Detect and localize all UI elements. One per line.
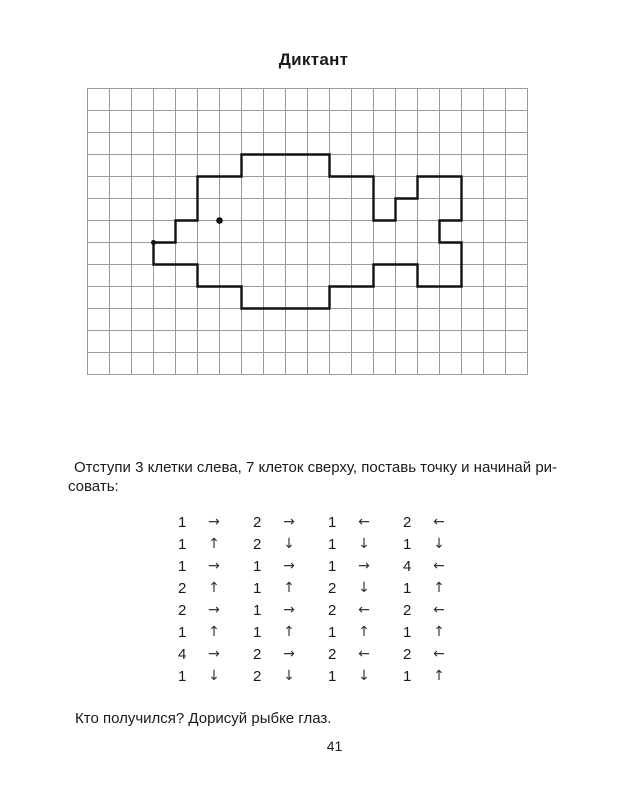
command-row	[403, 533, 449, 555]
step-count: 4	[178, 645, 187, 663]
arrow-up-icon: ↑	[208, 580, 220, 596]
step-count: 2	[178, 601, 187, 619]
question-text: Кто получился? Дорисуй рыбке глаз.	[75, 710, 332, 727]
step-count: 2	[328, 579, 337, 597]
arrow-left-icon: ←	[433, 602, 445, 618]
step-count: 2	[403, 601, 412, 619]
step-count: 1	[328, 667, 337, 685]
command-row	[178, 665, 224, 687]
arrow-left-icon: ←	[433, 514, 445, 530]
command-row	[328, 555, 374, 577]
command-column-4	[403, 511, 449, 687]
command-row	[178, 599, 224, 621]
command-row	[328, 533, 374, 555]
step-count: 1	[328, 623, 337, 641]
step-count: 2	[328, 601, 337, 619]
command-row	[253, 599, 299, 621]
step-count: 1	[403, 535, 412, 553]
step-count: 1	[328, 535, 337, 553]
command-row	[328, 621, 374, 643]
arrow-up-icon: ↑	[208, 536, 220, 552]
command-row	[178, 511, 224, 533]
command-row	[403, 643, 449, 665]
step-count: 1	[403, 623, 412, 641]
step-count: 1	[253, 623, 262, 641]
command-row	[403, 577, 449, 599]
instruction-line-1: Отступи 3 клетки слева, 7 клеток сверху, поставь точку и начинай ри-	[74, 459, 558, 476]
step-count: 2	[253, 513, 262, 531]
step-count: 2	[328, 645, 337, 663]
arrow-up-icon: ↑	[433, 668, 445, 684]
arrow-right-icon: →	[358, 558, 370, 574]
start-point-dot	[151, 240, 156, 245]
step-count: 4	[403, 557, 412, 575]
arrow-left-icon: ←	[358, 514, 370, 530]
arrow-left-icon: ←	[433, 558, 445, 574]
arrow-up-icon: ↑	[208, 624, 220, 640]
step-count: 2	[403, 645, 412, 663]
command-row	[178, 577, 224, 599]
command-row	[253, 621, 299, 643]
arrow-left-icon: ←	[358, 602, 370, 618]
arrow-down-icon: ↓	[358, 536, 370, 552]
command-row	[403, 511, 449, 533]
arrow-right-icon: →	[208, 558, 220, 574]
drawing-grid[interactable]	[87, 88, 528, 375]
arrow-up-icon: ↑	[433, 580, 445, 596]
step-count: 1	[253, 557, 262, 575]
command-row	[328, 665, 374, 687]
fish-eye-dot	[216, 217, 223, 224]
command-row	[178, 621, 224, 643]
arrow-right-icon: →	[208, 646, 220, 662]
command-row	[328, 599, 374, 621]
step-count: 1	[253, 601, 262, 619]
arrow-right-icon: →	[208, 514, 220, 530]
command-row	[403, 621, 449, 643]
step-count: 2	[253, 667, 262, 685]
arrow-right-icon: →	[283, 514, 295, 530]
arrow-up-icon: ↑	[433, 624, 445, 640]
instruction-line-2: совать:	[68, 478, 119, 495]
command-row	[178, 643, 224, 665]
command-row	[328, 643, 374, 665]
instruction-text	[68, 458, 568, 496]
command-row	[253, 511, 299, 533]
step-count: 1	[178, 557, 187, 575]
step-count: 2	[178, 579, 187, 597]
arrow-up-icon: ↑	[283, 580, 295, 596]
arrow-right-icon: →	[208, 602, 220, 618]
page-number: 41	[326, 738, 343, 754]
command-row	[253, 665, 299, 687]
step-count: 1	[253, 579, 262, 597]
command-row	[403, 665, 449, 687]
command-row	[178, 555, 224, 577]
step-count: 1	[178, 535, 187, 553]
step-count: 1	[403, 667, 412, 685]
arrow-down-icon: ↓	[208, 668, 220, 684]
grid-lines	[87, 88, 528, 375]
command-row	[253, 555, 299, 577]
arrow-down-icon: ↓	[283, 668, 295, 684]
arrow-down-icon: ↓	[358, 668, 370, 684]
arrow-right-icon: →	[283, 646, 295, 662]
step-count: 1	[328, 557, 337, 575]
step-count: 2	[253, 535, 262, 553]
arrow-right-icon: →	[283, 558, 295, 574]
command-row	[328, 577, 374, 599]
step-count: 1	[328, 513, 337, 531]
step-count: 2	[403, 513, 412, 531]
arrow-down-icon: ↓	[433, 536, 445, 552]
step-count: 1	[403, 579, 412, 597]
page-title: Диктант	[278, 50, 349, 69]
command-row	[253, 533, 299, 555]
arrow-up-icon: ↑	[283, 624, 295, 640]
step-count: 1	[178, 513, 187, 531]
arrow-left-icon: ←	[358, 646, 370, 662]
arrow-down-icon: ↓	[283, 536, 295, 552]
step-count: 1	[178, 623, 187, 641]
command-row	[178, 533, 224, 555]
arrow-up-icon: ↑	[358, 624, 370, 640]
command-column-3	[328, 511, 374, 687]
command-row	[403, 555, 449, 577]
command-row	[328, 511, 374, 533]
step-count: 1	[178, 667, 187, 685]
command-column-1	[178, 511, 224, 687]
command-row	[253, 643, 299, 665]
command-row	[403, 599, 449, 621]
step-count: 2	[253, 645, 262, 663]
arrow-right-icon: →	[283, 602, 295, 618]
arrow-left-icon: ←	[433, 646, 445, 662]
arrow-down-icon: ↓	[358, 580, 370, 596]
command-column-2	[253, 511, 299, 687]
command-row	[253, 577, 299, 599]
